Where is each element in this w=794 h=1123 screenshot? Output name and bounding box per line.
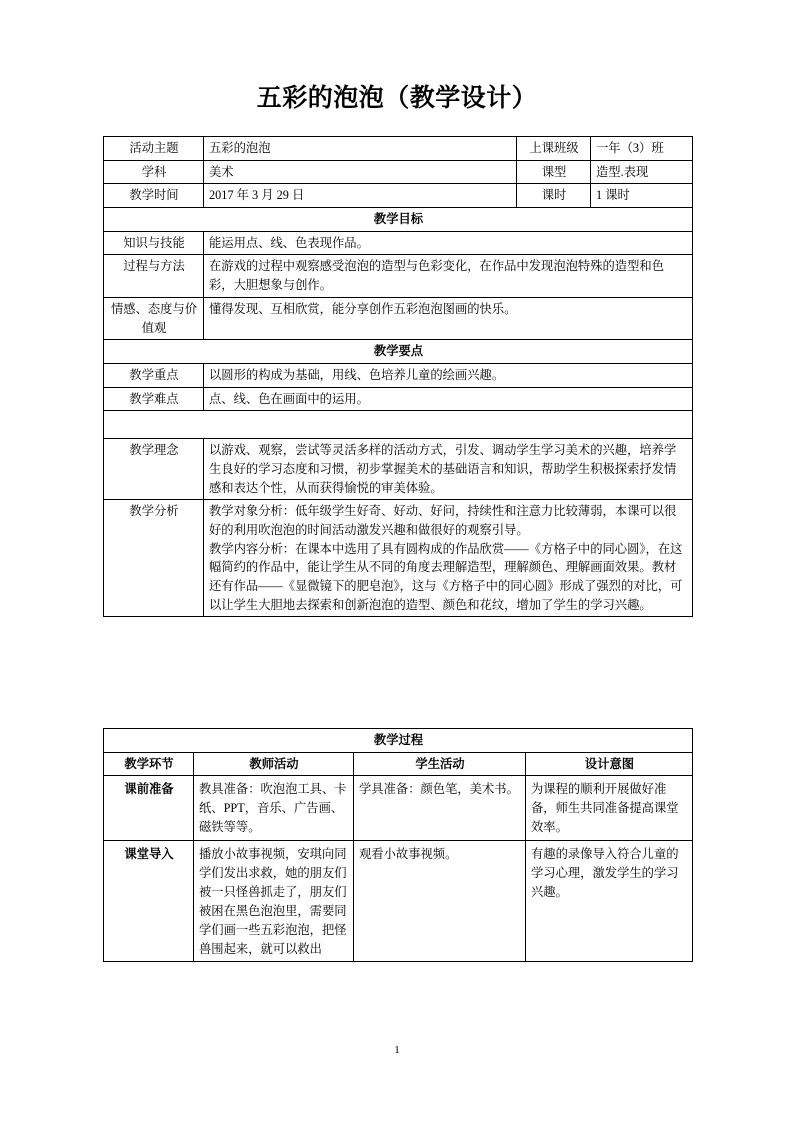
objective-label-knowledge-skill: 知识与技能	[104, 231, 204, 255]
objective-text-knowledge-skill: 能运用点、线、色表现作品。	[204, 231, 693, 255]
page-number: 1	[394, 1044, 400, 1056]
info-label-subject: 学科	[104, 160, 204, 184]
teaching-process-table	[103, 728, 693, 962]
info-label-lesson-type: 课型	[517, 160, 591, 184]
process-stage-introduction: 课堂导入	[104, 840, 194, 961]
info-value-lesson-type: 造型.表现	[591, 160, 693, 184]
info-value-activity-topic: 五彩的泡泡	[204, 137, 517, 161]
process-stage-preparation: 课前准备	[104, 776, 194, 840]
process-teacher-introduction: 播放小故事视频，安琪向同学们发出求救，她的朋友们被一只怪兽抓走了，朋友们被困在黑色泡泡里，需要同学们画一些五彩泡泡，把怪兽围起来，就可以救出	[194, 840, 354, 961]
info-label-activity-topic: 活动主题	[104, 137, 204, 161]
process-teacher-preparation: 教具准备：吹泡泡工具、卡纸、PPT，音乐、广告画、磁铁等等。	[194, 776, 354, 840]
table-row	[104, 340, 693, 364]
table-row	[104, 184, 693, 208]
table-row	[104, 387, 693, 411]
concept-text: 以游戏、观察，尝试等灵活多样的活动方式，引发、调动学生学习美术的兴趣，培养学生良好的学习态度和习惯，初步掌握美术的基础语言和知识，帮助学生积极探索抒发情感和表达个性，从而获得愉悦的审美体验。	[204, 439, 693, 500]
info-value-teaching-time: 2017 年 3 月 29 日	[204, 184, 517, 208]
column-header-stage: 教学环节	[104, 752, 194, 776]
info-value-class: 一年（3）班	[591, 137, 693, 161]
table-row	[104, 137, 693, 161]
table-header-row	[104, 752, 693, 776]
lesson-info-table	[103, 136, 693, 617]
table-row	[104, 729, 693, 753]
table-row	[104, 840, 693, 961]
table-row	[104, 160, 693, 184]
table-row	[104, 208, 693, 232]
section-header-key-points: 教学要点	[104, 340, 693, 364]
table-row-spacer	[104, 411, 693, 439]
table-row	[104, 255, 693, 297]
table-row	[104, 363, 693, 387]
objective-text-attitude-values: 懂得发现、互相欣赏，能分享创作五彩泡泡图画的快乐。	[204, 297, 693, 339]
section-header-teaching-process: 教学过程	[104, 729, 693, 753]
keypoint-text-difficulty: 点、线、色在画面中的运用。	[204, 387, 693, 411]
info-value-periods: 1 课时	[591, 184, 693, 208]
analysis-label: 教学分析	[104, 500, 204, 617]
objective-label-process-method: 过程与方法	[104, 255, 204, 297]
info-label-class: 上课班级	[517, 137, 591, 161]
info-label-teaching-time: 教学时间	[104, 184, 204, 208]
concept-label: 教学理念	[104, 439, 204, 500]
keypoint-text-focus: 以圆形的构成为基础，用线、色培养儿童的绘画兴趣。	[204, 363, 693, 387]
column-header-student-activity: 学生活动	[354, 752, 526, 776]
process-intent-introduction: 有趣的录像导入符合儿童的学习心理，激发学生的学习兴趣。	[526, 840, 693, 961]
process-intent-preparation: 为课程的顺利开展做好准备，师生共同准备提高课堂效率。	[526, 776, 693, 840]
process-student-preparation: 学具准备：颜色笔，美术书。	[354, 776, 526, 840]
analysis-paragraph-content: 教学内容分析：在课本中选用了具有圆构成的作品欣赏——《方格子中的同心圆》，在这幅简约的作品中，能让学生从不同的角度去理解造型，理解颜色、理解画面效果。教材还有作品——《显微镜下的肥皂泡》，这与《方格子中的同心圆》形成了强烈的对比，可以让学生大胆地去探索和创新泡泡的造型、颜色和花纹，增加了学生的学习兴趣。	[209, 541, 683, 612]
page-title: 五彩的泡泡（教学设计）	[256, 84, 538, 112]
table-row	[104, 500, 693, 617]
analysis-text	[204, 500, 693, 617]
section-header-objectives: 教学目标	[104, 208, 693, 232]
column-header-design-intent: 设计意图	[526, 752, 693, 776]
objective-text-process-method: 在游戏的过程中观察感受泡泡的造型与色彩变化，在作品中发现泡泡特殊的造型和色彩，大胆想象与创作。	[204, 255, 693, 297]
process-student-introduction: 观看小故事视频。	[354, 840, 526, 961]
analysis-paragraph-audience: 教学对象分析：低年级学生好奇、好动、好问，持续性和注意力比较薄弱，本课可以很好的利用吹泡泡的时间活动激发兴趣和做很好的观察引导。	[209, 504, 677, 537]
table-row	[104, 776, 693, 840]
keypoint-label-focus: 教学重点	[104, 363, 204, 387]
column-header-teacher-activity: 教师活动	[194, 752, 354, 776]
table-row	[104, 297, 693, 339]
table-row	[104, 439, 693, 500]
info-value-subject: 美术	[204, 160, 517, 184]
table-row	[104, 231, 693, 255]
info-label-periods: 课时	[517, 184, 591, 208]
empty-cell	[104, 411, 693, 439]
keypoint-label-difficulty: 教学难点	[104, 387, 204, 411]
objective-label-attitude-values: 情感、态度与价值观	[104, 297, 204, 339]
